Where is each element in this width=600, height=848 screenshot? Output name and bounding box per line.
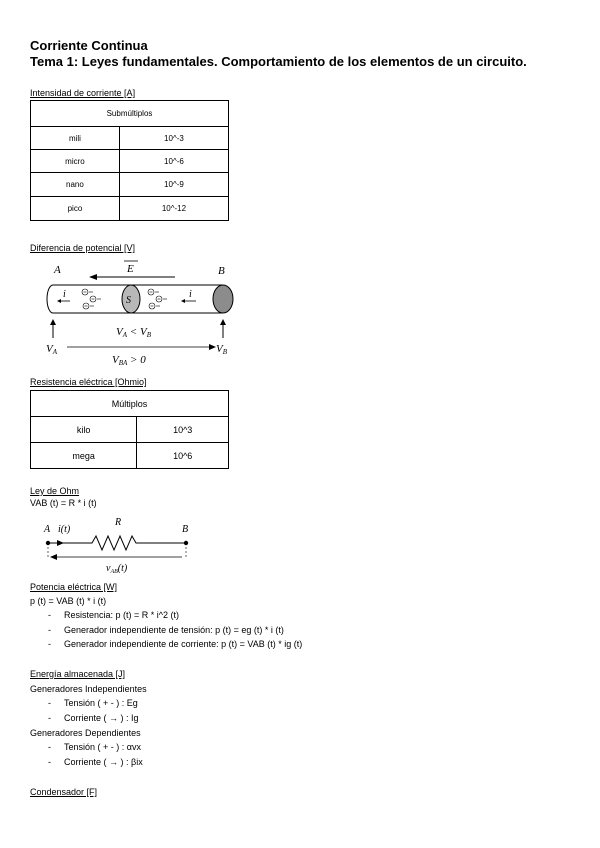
label-r: R <box>115 517 122 528</box>
inequality-vba: VBA > 0 <box>112 354 146 367</box>
table-header: Múltiplos <box>31 391 229 417</box>
table-cell-value: 10^-3 <box>119 127 228 150</box>
table-header: Submúltiplos <box>31 101 229 127</box>
conductor-diagram <box>40 258 250 372</box>
potencia-formula: p (t) = VAB (t) * i (t) <box>30 596 107 606</box>
label-s: S <box>126 295 131 306</box>
label-vb: VB <box>216 343 228 356</box>
current-arrow-left-head <box>57 299 61 303</box>
document-subtitle: Tema 1: Leyes fundamentales. Comportamiento de los elementos de un circuito. <box>30 54 527 69</box>
table-cell-name: pico <box>31 197 120 221</box>
table-cell-name: kilo <box>31 417 137 443</box>
submultiplos-table <box>30 100 229 221</box>
label-va: VA <box>46 343 58 356</box>
label-b: B <box>182 524 189 535</box>
table-cell-value: 10^-6 <box>119 150 228 173</box>
current-arrow-right-head <box>181 299 185 303</box>
table-cell-value: 10^6 <box>137 443 229 469</box>
label-i-right: i <box>189 289 192 300</box>
va-arrow-head <box>50 319 56 325</box>
list-item: - Tensión ( + - ) : Eg <box>48 698 138 708</box>
table-cell-name: mega <box>31 443 137 469</box>
table-cell-value: 10^3 <box>137 417 229 443</box>
resistor-wire <box>48 536 186 550</box>
cross-section-s <box>122 285 140 313</box>
list-item: - Corriente ( → ) : Ig <box>48 713 139 723</box>
resistor-diagram <box>40 512 200 578</box>
inequality-va-vb: VA < VB <box>116 326 151 339</box>
voltage-arrow-head <box>50 554 57 560</box>
field-arrow-head <box>89 274 97 280</box>
independientes-title: Generadores Independientes <box>30 684 147 694</box>
table-cell-name: nano <box>31 173 120 197</box>
label-i: i(t) <box>58 524 71 535</box>
label-i-left: i <box>63 289 66 300</box>
section-heading-intensidad: Intensidad de corriente [A] <box>30 88 136 98</box>
vb-arrow-head <box>220 319 226 325</box>
section-heading-ohm: Ley de Ohm <box>30 486 80 496</box>
table-cell-value: 10^-9 <box>119 173 228 197</box>
section-heading-energia: Energía almacenada [J] <box>30 669 126 679</box>
list-item: - Corriente ( → ) : βix <box>48 757 143 767</box>
label-e: E <box>127 263 134 275</box>
current-arrow-head <box>57 540 64 546</box>
conductor-right-face <box>213 285 233 313</box>
conductor-left-end <box>47 285 53 313</box>
list-item: - Generador independiente de corriente: p (t) = VAB (t) * ig (t) <box>48 639 303 649</box>
list-item: - Generador independiente de tensión: p (t) = eg (t) * i (t) <box>48 625 284 635</box>
dependientes-title: Generadores Dependientes <box>30 728 141 738</box>
document-title: Corriente Continua <box>30 38 148 53</box>
label-a: A <box>54 264 61 276</box>
ohm-formula: VAB (t) = R * i (t) <box>30 498 97 508</box>
electrons-right <box>148 289 167 309</box>
label-b: B <box>218 265 225 277</box>
label-a: A <box>44 524 51 535</box>
potential-arrow-head <box>209 344 216 350</box>
table-cell-value: 10^-12 <box>119 197 228 221</box>
section-heading-potencia: Potencia eléctrica [W] <box>30 582 118 592</box>
electrons-left <box>82 289 101 309</box>
multiplos-table <box>30 390 229 469</box>
label-vab: $v_{AB}(t)$ <box>106 563 128 575</box>
list-item: - Tensión ( + - ) : αvx <box>48 742 141 752</box>
table-cell-name: mili <box>31 127 120 150</box>
section-heading-potencial: Diferencia de potencial [V] <box>30 243 136 253</box>
table-cell-name: micro <box>31 150 120 173</box>
section-heading-resistencia: Resistencia eléctrica [Ohmio] <box>30 377 147 387</box>
list-item: - Resistencia: p (t) = R * i^2 (t) <box>48 610 180 620</box>
section-heading-condensador: Condensador [F] <box>30 787 98 797</box>
